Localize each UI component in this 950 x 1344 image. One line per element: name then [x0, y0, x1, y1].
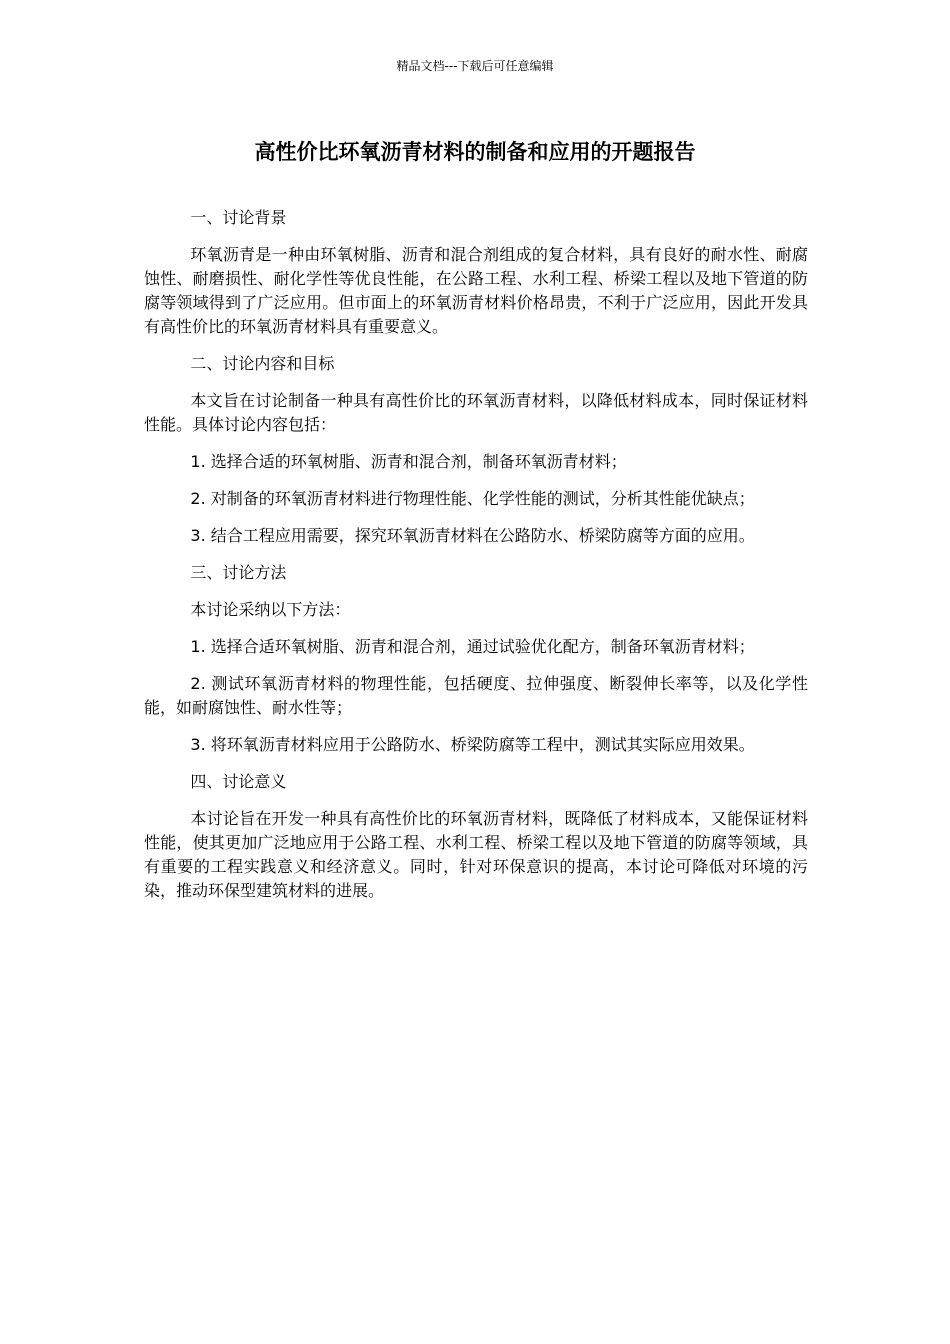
list-item-method-3: 3. 将环氧沥青材料应用于公路防水、桥梁防腐等工程中，测试其实际应用效果。: [190, 735, 755, 754]
document-title: 高性价比环氧沥青材料的制备和应用的开题报告: [254, 140, 696, 164]
paragraph-methods-intro: 本讨论采纳以下方法：: [190, 600, 351, 619]
paragraph-background: 环氧沥青是一种由环氧树脂、沥青和混合剂组成的复合材料，具有良好的耐水性、耐腐蚀性、耐磨损性、耐化学性等优良性能，在公路工程、水利工程、桥梁工程以及地下管道的防腐等领域得到了广泛应用。但市面上的环氧沥青材料价格昂贵，不利于广泛应用，因此开发具有高性价比的环氧沥青材料具有重要意义。: [144, 245, 808, 336]
section-heading-background: 一、讨论背景: [190, 208, 287, 227]
list-item-method-1: 1. 选择合适环氧树脂、沥青和混合剂，通过试验优化配方，制备环氧沥青材料；: [190, 637, 755, 656]
section-heading-significance: 四、讨论意义: [190, 772, 287, 791]
paragraph-significance: 本讨论旨在开发一种具有高性价比的环氧沥青材料，既降低了材料成本，又能保证材料性能，使其更加广泛地应用于公路工程、水利工程、桥梁工程以及地下管道的防腐等领域，具有重要的工程实践意义和经济意义。同时，针对环保意识的提高，本讨论可降低对环境的污染，推动环保型建筑材料的进展。: [144, 809, 808, 900]
paragraph-content-intro: 本文旨在讨论制备一种具有高性价比的环氧沥青材料，以降低材料成本，同时保证材料性能。具体讨论内容包括：: [144, 391, 808, 434]
list-item-method-2: 2. 测试环氧沥青材料的物理性能，包括硬度、拉伸强度、断裂伸长率等，以及化学性能，如耐腐蚀性、耐水性等；: [144, 674, 808, 717]
section-heading-methods: 三、讨论方法: [190, 563, 287, 582]
list-item-content-1: 1. 选择合适的环氧树脂、沥青和混合剂，制备环氧沥青材料；: [190, 452, 627, 471]
section-heading-content-goals: 二、讨论内容和目标: [190, 354, 335, 373]
list-item-content-3: 3. 结合工程应用需要，探究环氧沥青材料在公路防水、桥梁防腐等方面的应用。: [190, 526, 755, 545]
list-item-content-2: 2. 对制备的环氧沥青材料进行物理性能、化学性能的测试，分析其性能优缺点；: [190, 489, 755, 508]
document-body: [144, 206, 808, 903]
page-header: 精品文档---下载后可任意编辑: [396, 59, 554, 73]
